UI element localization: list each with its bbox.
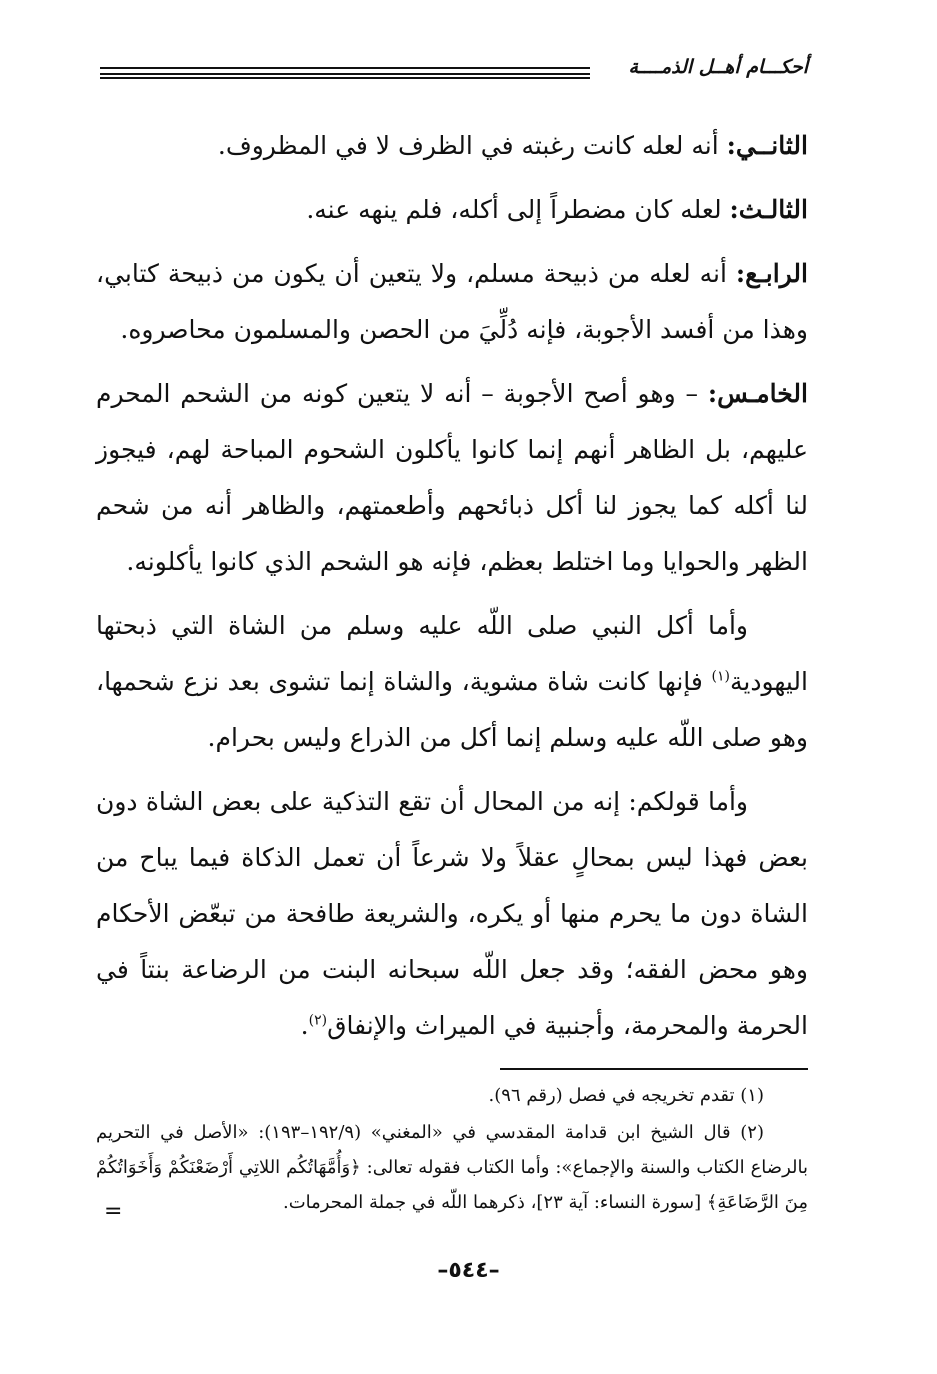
footnote-ref-1[interactable]: (١) bbox=[711, 668, 730, 685]
running-header bbox=[100, 50, 808, 94]
paragraph-tadhkiya bbox=[96, 774, 808, 1054]
paragraph-third-answer bbox=[96, 182, 808, 238]
footnote-continuation-mark: = bbox=[104, 1199, 123, 1224]
footnote-separator bbox=[500, 1068, 808, 1070]
paragraph-fourth-answer bbox=[96, 246, 808, 358]
paragraph-lead: الخامـس: bbox=[707, 379, 808, 408]
paragraph-lead: الثانــي: bbox=[726, 131, 808, 160]
paragraph-text: أنه لعله من ذبيحة مسلم، ولا يتعين أن يكون من ذبيحة كتابي، وهذا من أفسد الأجوبة، فإنه دُلِّيَ من الحصن والمسلمون محاصروه. bbox=[96, 259, 808, 344]
paragraph-text: لعله كان مضطراً إلى أكله، فلم ينهه عنه. bbox=[306, 195, 730, 224]
header-rule bbox=[100, 67, 590, 75]
footnote-1: (١) تقدم تخريجه في فصل (رقم ٩٦). bbox=[488, 1085, 764, 1106]
paragraph-text: وأما أكل النبي صلى اللّه عليه وسلم من الشاة التي ذبحتها اليهودية bbox=[96, 611, 808, 696]
paragraph-text: وأما قولكم: إنه من المحال أن تقع التذكية على بعض الشاة دون بعض فهذا ليس بمحالٍ عقلاً ولا شرعاً أن تعمل الذكاة فيما يباح من الشاة دون ما يحرم منها أو يكره، والشريعة طافحة من تبعّض الأحكام وهو محض الفقه؛ وقد جعل اللّه سبحانه البنت من الرضاعة بنتاً في الحرمة والمحرمة، وأجنبية في الميراث والإنفاق bbox=[96, 787, 808, 1040]
paragraph-lead: الثالـث: bbox=[729, 195, 808, 224]
paragraph-prophet-ate bbox=[96, 598, 808, 766]
footnote-2: (٢) قال الشيخ ابن قدامة المقدسي في «المغني» (١٩٢/٩–١٩٣): «الأصل في التحريم بالرضاع الكتاب والسنة والإجماع»: وأما الكتاب فقوله تعالى: ﴿وَأُمَّهَاتُكُم اللاتِي أَرْضَعْنَكُمْ وَأَخَوَاتُكُمْ مِنَ الرَّضَاعَةِ﴾ [سورة النساء: آية ٢٣]، ذكرهما اللّه في جملة المحرمات. bbox=[96, 1122, 808, 1213]
paragraph-text: – وهو أصح الأجوبة – أنه لا يتعين كونه من الشحم المحرم عليهم، بل الظاهر أنهم إنما كانوا يأكلون الشحوم المباحة لهم، فيجوز لنا أكله كما يجوز لنا أكل ذبائحهم وأطعمتهم، والظاهر أنه من شحم الظهر والحوايا وما اختلط بعظم، فإنه هو الشحم الذي كانوا يأكلونه. bbox=[96, 379, 808, 576]
paragraph-text: أنه لعله كانت رغبته في الظرف لا في المظروف. bbox=[217, 131, 727, 160]
paragraph-fifth-answer bbox=[96, 366, 808, 590]
page-number: –٥٤٤– bbox=[437, 1258, 500, 1283]
footnotes bbox=[96, 1078, 808, 1222]
body-text bbox=[96, 118, 808, 1062]
footnote-ref-2[interactable]: (٢) bbox=[308, 1012, 328, 1029]
paragraph-second-answer bbox=[96, 118, 808, 174]
paragraph-text: فإنها كانت شاة مشوية، والشاة إنما تشوى بعد نزع شحمها، وهو صلى اللّه عليه وسلم إنما أكل من الذراع وليس بحرام. bbox=[96, 667, 808, 752]
header-title: أحكـــام أهــل الذمــــة bbox=[621, 56, 809, 78]
header-rule-lower bbox=[100, 77, 590, 79]
paragraph-lead: الرابـع: bbox=[735, 259, 808, 288]
paragraph-text: . bbox=[300, 1011, 309, 1040]
